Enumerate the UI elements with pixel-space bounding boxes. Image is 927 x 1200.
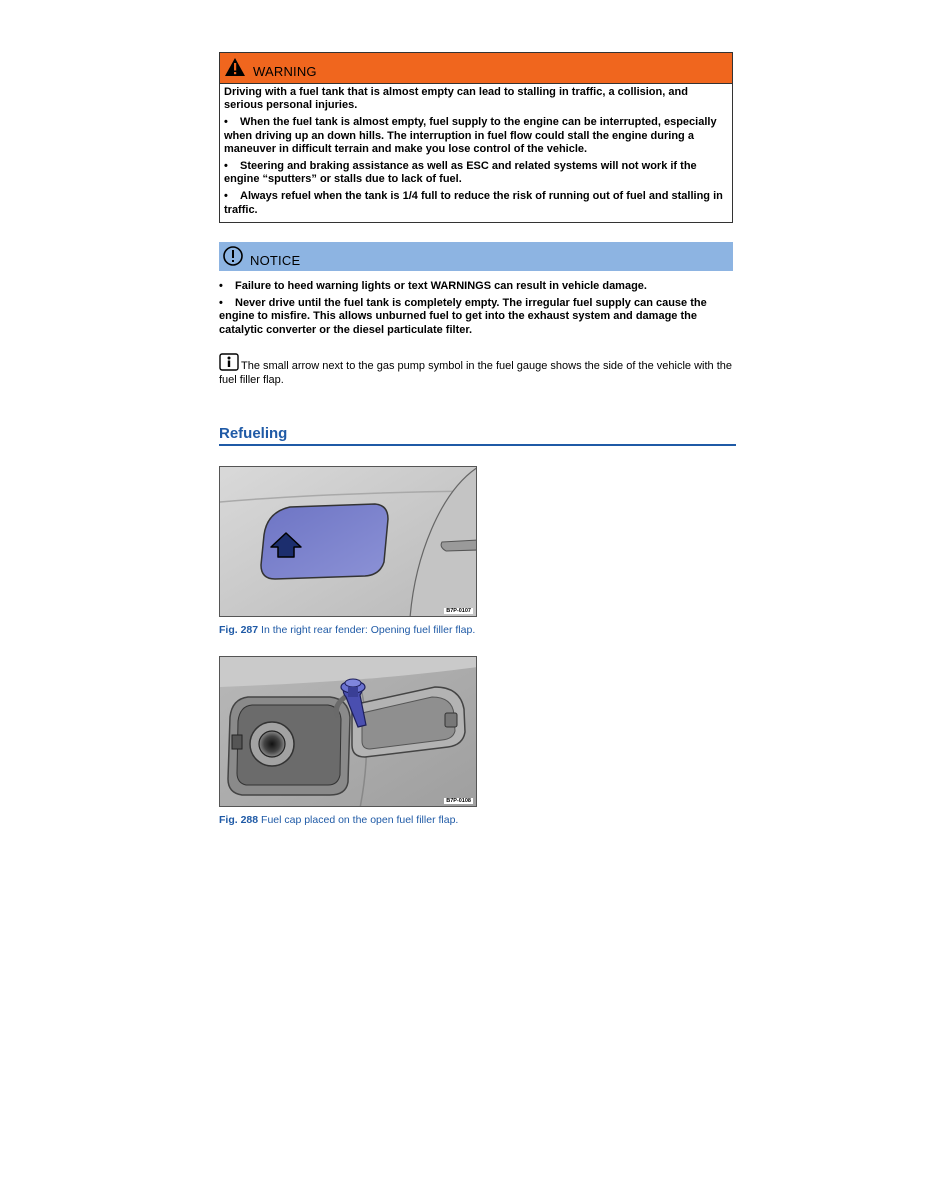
info-note xyxy=(219,353,735,387)
figure-fuel-flap-closed xyxy=(219,466,477,617)
notice-header xyxy=(219,242,733,271)
figure-label: Fig. 287 xyxy=(219,624,259,636)
figure-label: Fig. 288 xyxy=(219,814,259,826)
figure-caption xyxy=(219,814,458,826)
fuel-cap-illustration xyxy=(220,657,477,807)
figure-code: B7P-0107 xyxy=(446,608,471,614)
warning-item: • When the fuel tank is almost empty, fuel supply to the engine can be interrupted, especially when driving up an down hills. The interruption in fuel flow could stall the engine during a maneuver in difficult terrain and make you lose control of the vehicle. xyxy=(224,116,717,155)
figure-caption xyxy=(219,624,475,636)
figure-code: B7P-0108 xyxy=(446,798,471,804)
warning-triangle-icon xyxy=(224,57,246,77)
figure-caption-text: In the right rear fender: Opening fuel filler flap. xyxy=(261,624,476,636)
warning-body xyxy=(220,84,732,222)
notice-title: NOTICE xyxy=(250,253,301,268)
fuel-flap-illustration xyxy=(220,467,477,617)
warning-header xyxy=(220,53,732,84)
notice-item: • Never drive until the fuel tank is completely empty. The irregular fuel supply can cause the engine to misfire. This allows unburned fuel to get into the exhaust system and damage the catalytic converter or the diesel particulate filter. xyxy=(219,297,707,336)
notice-item: • Failure to heed warning lights or text WARNINGS can result in vehicle damage. xyxy=(219,280,647,292)
warning-item: • Steering and braking assistance as well as ESC and related systems will not work if the engine “sputters” or stalls due to lack of fuel. xyxy=(224,160,697,186)
notice-body xyxy=(219,280,733,341)
warning-title: WARNING xyxy=(253,64,317,79)
figure-fuel-cap-open xyxy=(219,656,477,807)
figure-caption-text: Fuel cap placed on the open fuel filler flap. xyxy=(261,814,459,826)
info-text: The small arrow next to the gas pump symbol in the fuel gauge shows the side of the vehicle with the fuel filler flap. xyxy=(219,360,732,386)
warning-intro: Driving with a fuel tank that is almost empty can lead to stalling in traffic, a collision, and serious personal injuries. xyxy=(224,86,688,112)
warning-box xyxy=(219,52,733,223)
exclamation-circle-icon xyxy=(222,245,244,267)
section-heading: Refueling xyxy=(219,425,736,446)
warning-item: • Always refuel when the tank is 1/4 full to reduce the risk of running out of fuel and stalling in traffic. xyxy=(224,190,723,216)
info-icon xyxy=(219,353,239,371)
